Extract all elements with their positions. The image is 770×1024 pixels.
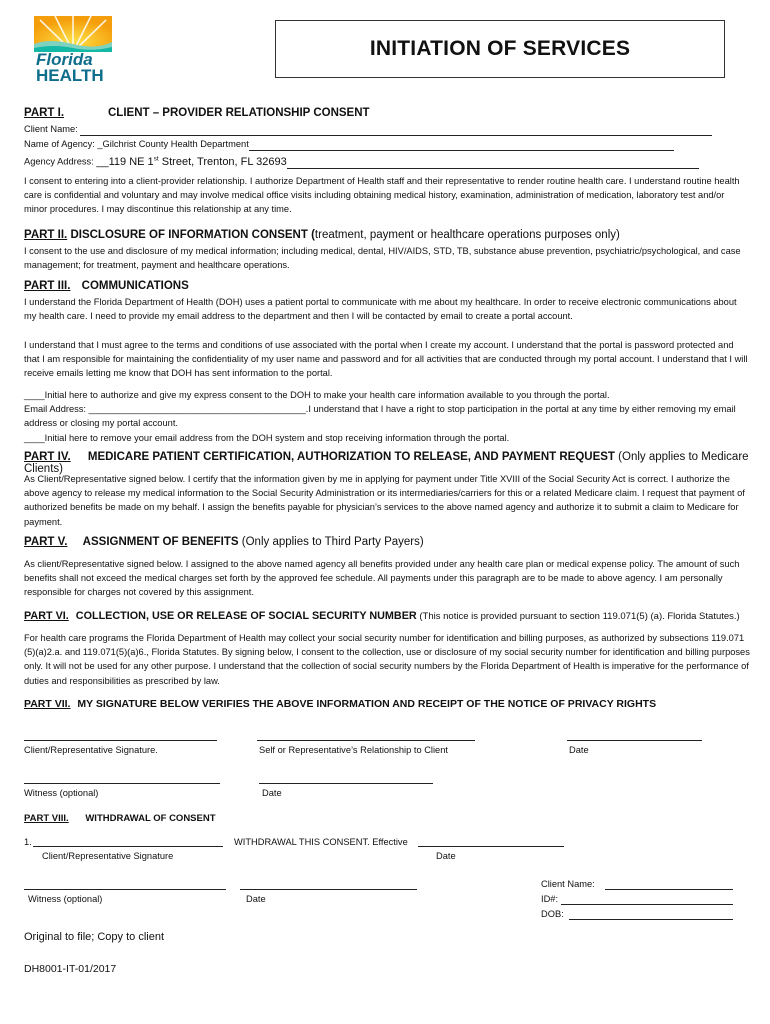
part4-label: PART IV. bbox=[24, 451, 71, 463]
footer-id-line[interactable] bbox=[561, 904, 733, 905]
part7-heading: MY SIGNATURE BELOW VERIFIES THE ABOVE INFORMATION AND RECEIPT OF THE NOTICE OF PRIVACY RIGHTS bbox=[77, 698, 657, 710]
withdraw-witness-label: Witness (optional) bbox=[28, 894, 103, 904]
part7-label: PART VII. bbox=[24, 698, 71, 710]
email-address-row[interactable]: Email Address: __________________________________________.I understand that I have a right to stop participation in the portal at any time by either removing my email address or closing my portal account. bbox=[24, 404, 736, 429]
logo-text-florida: Florida bbox=[36, 50, 93, 69]
part4-heading: MEDICARE PATIENT CERTIFICATION, AUTHORIZATION TO RELEASE, AND PAYMENT REQUEST bbox=[87, 451, 615, 463]
part3-heading: COMMUNICATIONS bbox=[81, 280, 189, 292]
withdraw-effective-line[interactable] bbox=[418, 846, 564, 847]
part3-p1: I understand the Florida Department of Health (DOH) uses a patient portal to communicate with me about my healthcare. In order to receive electronic communications about my health care. I need to provide my email address to the department and then I will be contacted by email to create a portal account. bbox=[24, 297, 737, 322]
part8-label: PART VIII. bbox=[24, 813, 69, 824]
part2-heading-tail: treatment, payment or healthcare operations purposes only) bbox=[314, 229, 620, 241]
part6-header bbox=[24, 610, 764, 622]
part1-body: I consent to entering into a client-provider relationship. I authorize Department of Health staff and their representative to render routine health care. I understand routine health care is confidential and voluntary and may involve medical office visits including obtaining medical history, examination, administration of medication, laboratory test and/or minor procedures. I may discontinue this relationship at any time. bbox=[24, 176, 740, 215]
part8-heading: WITHDRAWAL OF CONSENT bbox=[85, 813, 216, 824]
page-title: INITIATION OF SERVICES bbox=[369, 37, 631, 60]
client-signature-line[interactable] bbox=[24, 740, 217, 741]
agency-field[interactable] bbox=[249, 140, 674, 151]
witness-label: Witness (optional) bbox=[24, 788, 99, 798]
part5-heading-tail: (Only applies to Third Party Payers) bbox=[238, 536, 424, 548]
withdraw-text: WITHDRAWAL THIS CONSENT. Effective bbox=[234, 837, 408, 847]
client-name-label: Client Name: bbox=[24, 124, 78, 134]
relationship-label: Self or Representative’s Relationship to Client bbox=[259, 745, 448, 755]
part4-body: As Client/Representative signed below. I certify that the information given by me in applying for payment under Title XVIII of the Social Security Act is correct. I authorize the above agency to release my medical information to the Social Security Administration or its intermediaries/carriers for this or a related Medicare claim. I request that payment of authorized benefits be made on my behalf. I assign the benefits payable for physician’s services to the above named agency and authorize it to submit a claim to Medicare for payment. bbox=[24, 474, 745, 527]
withdraw-num: 1. bbox=[24, 837, 32, 847]
florida-health-logo bbox=[30, 14, 116, 86]
withdraw-witness-line[interactable] bbox=[24, 889, 226, 890]
witness-date-line[interactable] bbox=[259, 783, 433, 784]
part2-header bbox=[24, 229, 754, 241]
address-value-pre: __119 NE 1 bbox=[96, 155, 154, 168]
portal-initial-remove[interactable]: ____Initial here to remove your email address from the DOH system and stop receiving information through the portal. bbox=[24, 433, 510, 443]
part5-body: As client/Representative signed below. I assigned to the above named agency all benefits provided under any health care plan or medical expense policy. The amount of such benefits shall not exceed the medical charges set forth by the approved fee schedule. All payments under this paragraph are to be made to above agency. I am personally responsible for charges not covered by this assignment. bbox=[24, 559, 740, 598]
address-label: Agency Address: bbox=[24, 156, 94, 167]
part1-label: PART I. bbox=[24, 107, 65, 119]
footer-client-name-label: Client Name: bbox=[541, 879, 595, 889]
address-value-post: Street, Trenton, FL 32693 bbox=[158, 155, 287, 168]
footer-dob-label: DOB: bbox=[541, 909, 564, 919]
part6-heading: COLLECTION, USE OR RELEASE OF SOCIAL SECURITY NUMBER bbox=[75, 610, 417, 622]
witness-line[interactable] bbox=[24, 783, 220, 784]
footer-client-name-line[interactable] bbox=[605, 889, 733, 890]
part2-body: I consent to the use and disclosure of my medical information; including medical, dental, HIV/AIDS, STD, TB, substance abuse prevention, psychiatric/psychological, and case management; for treatment, payment and healthcare operations. bbox=[24, 246, 741, 271]
part6-body: For health care programs the Florida Department of Health may collect your social security number for identification and billing purposes, as authorized by subsections 119.071 (5)(a)2.a. and 119.071(5)(a)6., Florida Statutes. By signing below, I consent to the collection, use or disclosure of my social security number for identification and billing purposes only. It will not be used for any other purpose. I understand that the collection of social security numbers by the Florida Department of Health is imperative for the performance of duties and responsibilities as prescribed by law. bbox=[24, 633, 750, 686]
agency-label: Name of Agency: _Gilchrist County Health Department bbox=[24, 139, 249, 149]
address-value bbox=[96, 156, 286, 168]
part2-heading: DISCLOSURE OF INFORMATION CONSENT ( bbox=[70, 229, 315, 241]
address-row bbox=[24, 152, 744, 169]
client-signature-label: Client/Representative Signature. bbox=[24, 745, 158, 755]
part1-heading: CLIENT – PROVIDER RELATIONSHIP CONSENT bbox=[108, 107, 370, 119]
address-sup: st bbox=[153, 155, 159, 162]
client-name-row bbox=[24, 122, 744, 136]
part5-label: PART V. bbox=[24, 536, 68, 548]
form-id: DH8001-IT-01/2017 bbox=[24, 963, 117, 975]
withdraw-signature-label: Client/Representative Signature bbox=[42, 851, 174, 861]
portal-initial-authorize[interactable]: ____Initial here to authorize and give my express consent to the DOH to make your health care information available to you through the portal. bbox=[24, 390, 610, 400]
part7-header bbox=[24, 698, 764, 710]
part3-label: PART III. bbox=[24, 280, 71, 292]
part3-p2: I understand that I must agree to the terms and conditions of use associated with the portal when I create my account. I understand that the portal is password protected and that I am responsible for maintaining the confidentiality of my user name and password and for all activities that are conducted through my portal account. I understand that I will receive emails letting me know that DOH has sent information to the portal. bbox=[24, 340, 748, 379]
part5-heading: ASSIGNMENT OF BENEFITS bbox=[82, 536, 239, 548]
part1-header bbox=[24, 107, 64, 119]
original-copy-note: Original to file; Copy to client bbox=[24, 931, 165, 943]
agency-row bbox=[24, 137, 744, 151]
witness-date-label: Date bbox=[262, 788, 282, 798]
footer-id-label: ID#: bbox=[541, 894, 559, 904]
part5-header bbox=[24, 536, 424, 548]
part4-heading-tail: (Only applies to Medicare Clients) bbox=[24, 451, 749, 475]
date-line[interactable] bbox=[567, 740, 702, 741]
logo-text-health: HEALTH bbox=[36, 66, 104, 85]
withdraw-witness-date-label: Date bbox=[246, 894, 266, 904]
withdraw-signature-line[interactable] bbox=[33, 846, 223, 847]
withdraw-date-label: Date bbox=[436, 851, 456, 861]
address-field[interactable] bbox=[287, 158, 699, 169]
part6-label: PART VI. bbox=[24, 610, 69, 622]
footer-dob-line[interactable] bbox=[569, 919, 733, 920]
part6-heading-tail: (This notice is provided pursuant to section 119.071(5) (a). Florida Statutes.) bbox=[416, 611, 740, 622]
relationship-line[interactable] bbox=[257, 740, 475, 741]
withdraw-witness-date-line[interactable] bbox=[240, 889, 417, 890]
client-name-field[interactable] bbox=[80, 125, 712, 136]
title-box bbox=[275, 20, 725, 78]
part3-header bbox=[24, 280, 189, 292]
date-label: Date bbox=[569, 745, 589, 755]
part2-label: PART II. bbox=[24, 229, 68, 241]
part8-header bbox=[24, 813, 216, 824]
